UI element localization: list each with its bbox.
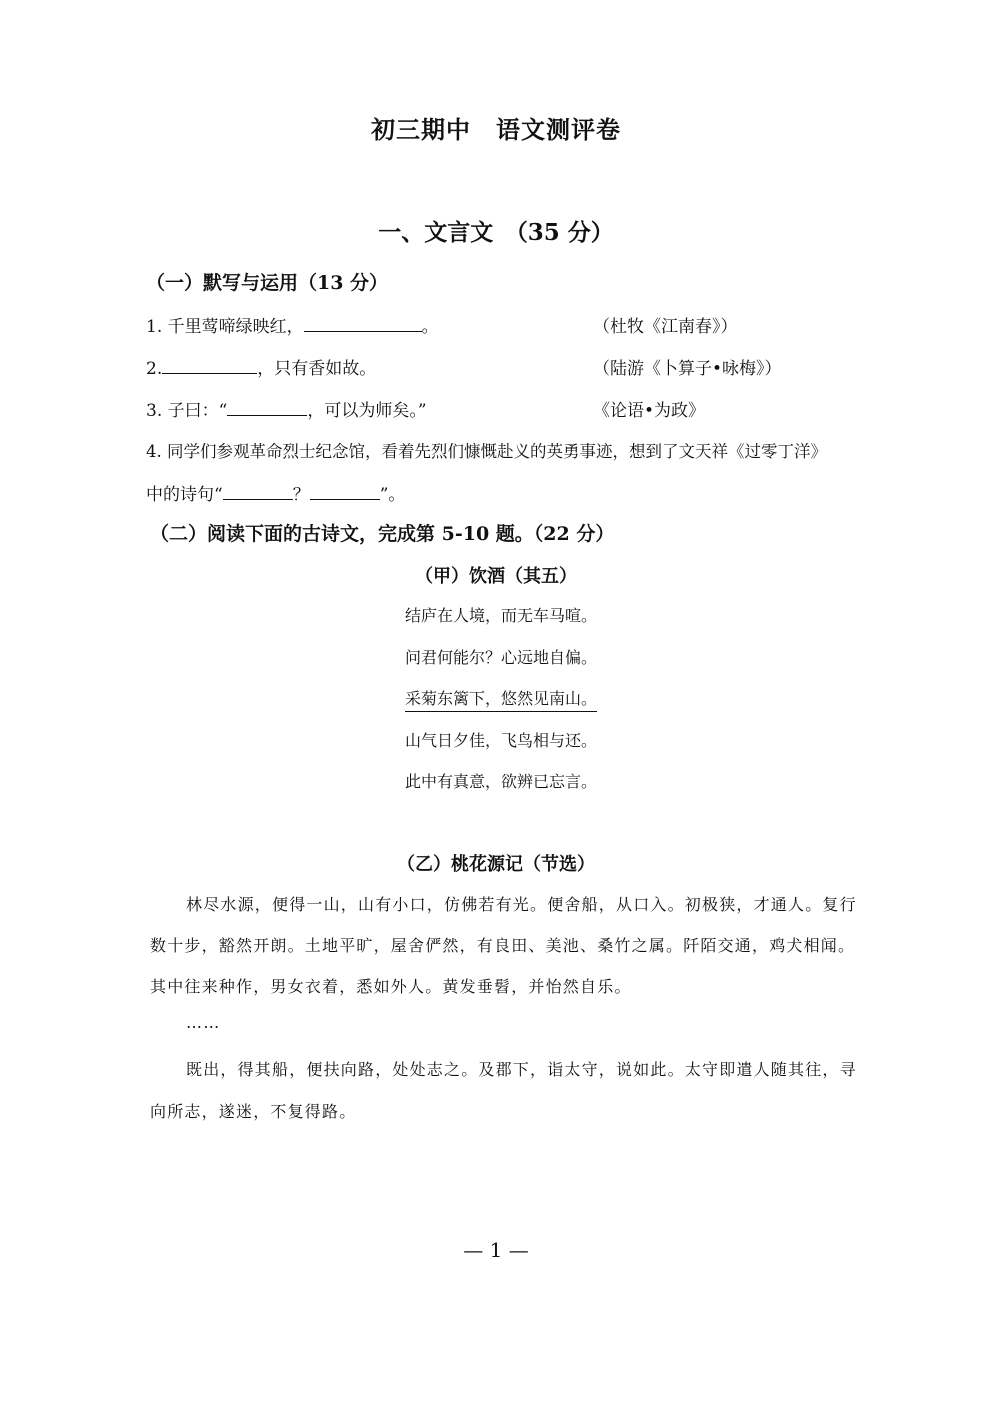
poem-line: 问君何能尔？心远地自偏。 xyxy=(405,648,598,667)
answer-blank[interactable] xyxy=(310,482,380,500)
poem-title: （甲）饮酒（其五） xyxy=(415,566,577,587)
question-2-source: （陆游《卜算子•咏梅》） xyxy=(593,359,782,379)
question-2 xyxy=(146,354,376,379)
poem-line-underlined xyxy=(405,686,597,709)
question-4-line-1: 4. 同学们参观革命烈士纪念馆，看着先烈们慷慨赴义的英勇事迹，想到了文天祥《过零丁洋》 xyxy=(146,442,827,461)
question-1-source: （杜牧《江南春》） xyxy=(593,317,738,337)
prose-title: （乙）桃花源记（节选） xyxy=(397,854,595,875)
exam-title: 初三期中 语文测评卷 xyxy=(371,115,621,144)
prose-line: 数十步，豁然开朗。土地平旷，屋舍俨然，有良田、美池、桑竹之属。阡陌交通，鸡犬相闻。 xyxy=(150,936,856,955)
question-3-source: 《论语•为政》 xyxy=(593,401,706,421)
question-2-suffix: ，只有香如故。 xyxy=(257,359,377,379)
section-heading: 一、文言文 （35 分） xyxy=(378,219,614,246)
question-3-prefix: 3. 子曰：“ xyxy=(146,401,228,421)
question-4-suffix: ”。 xyxy=(379,485,406,505)
part-two-heading: （二）阅读下面的古诗文，完成第 5-10 题。（22 分） xyxy=(150,523,615,545)
question-1-prefix: 1. 千里莺啼绿映红， xyxy=(146,317,304,337)
answer-blank[interactable] xyxy=(223,482,293,500)
prose-line: 既出，得其船，便扶向路，处处志之。及郡下，诣太守，说如此。太守即遣人随其往，寻 xyxy=(186,1060,857,1079)
poem-line: 山气日夕佳，飞鸟相与还。 xyxy=(405,731,598,750)
question-1 xyxy=(146,312,439,337)
answer-blank[interactable] xyxy=(304,314,422,332)
underlined-text: 采菊东篱下，悠然见南山。 xyxy=(405,689,597,712)
question-3-suffix: ，可以为师矣。” xyxy=(307,401,427,421)
question-2-prefix: 2. xyxy=(146,359,163,379)
prose-line: 林尽水源，便得一山，山有小口，仿佛若有光。便舍船，从口入。初极狭，才通人。复行 xyxy=(186,895,857,914)
prose-line: 向所志，遂迷，不复得路。 xyxy=(150,1102,357,1121)
poem-line: 结庐在人境，而无车马喧。 xyxy=(405,606,598,625)
poem-line: 此中有真意，欲辨已忘言。 xyxy=(405,772,598,791)
question-3 xyxy=(146,396,427,421)
prose-line: 其中往来种作，男女衣着，悉如外人。黄发垂髫，并怡然自乐。 xyxy=(150,977,632,996)
page-number: — 1 — xyxy=(463,1238,529,1262)
question-4-mid: ？ xyxy=(292,485,310,505)
part-one-heading: （一）默写与运用（13 分） xyxy=(146,272,389,294)
question-4-line-2 xyxy=(146,480,405,505)
question-1-suffix: 。 xyxy=(421,317,439,337)
answer-blank[interactable] xyxy=(162,356,257,374)
answer-blank[interactable] xyxy=(227,398,307,416)
ellipsis: …… xyxy=(186,1013,221,1032)
question-4-prefix: 中的诗句“ xyxy=(146,485,223,505)
